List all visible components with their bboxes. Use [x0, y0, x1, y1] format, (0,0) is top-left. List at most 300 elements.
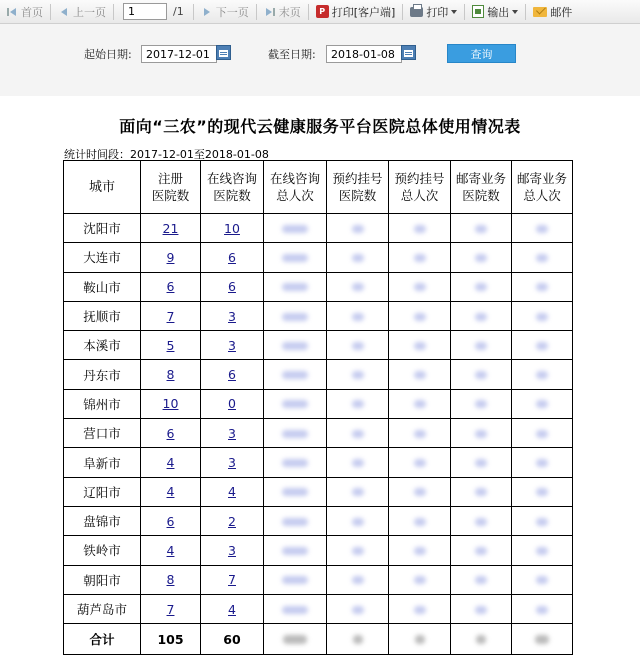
table-row	[64, 331, 573, 360]
export-icon	[472, 5, 484, 18]
city-cell: 朝阳市	[64, 565, 141, 594]
redacted-cell	[451, 536, 512, 565]
online-count-cell	[201, 594, 264, 623]
table-row	[64, 301, 573, 330]
redacted-cell	[327, 331, 389, 360]
registered-count-link[interactable]: 21	[162, 220, 179, 236]
column-header	[264, 161, 327, 214]
online-count-cell	[201, 301, 264, 330]
column-header-line: 注册	[157, 171, 183, 186]
redacted-value	[475, 518, 487, 526]
column-header-line: 总人次	[400, 188, 439, 203]
redacted-cell	[327, 594, 389, 623]
redacted-value	[475, 342, 487, 350]
redacted-value	[475, 547, 487, 555]
redacted-cell	[264, 214, 327, 243]
column-header-line: 预约挂号	[332, 171, 383, 186]
column-header-line: 邮寄业务	[516, 171, 567, 186]
registered-count-link[interactable]: 8	[166, 367, 175, 383]
redacted-value	[282, 518, 308, 526]
toolbar-divider	[464, 4, 465, 20]
table-row	[64, 243, 573, 272]
hospital-usage-table	[63, 160, 573, 655]
online-count-link[interactable]: 4	[228, 484, 236, 500]
online-count-link[interactable]: 0	[228, 396, 236, 412]
online-count-link[interactable]: 2	[228, 513, 236, 529]
online-count-link[interactable]: 6	[228, 367, 236, 383]
online-count-cell	[201, 389, 264, 418]
table-row	[64, 419, 573, 448]
registered-count-cell	[141, 272, 201, 301]
first-page-label: 首页	[21, 5, 43, 19]
registered-count-cell	[141, 360, 201, 389]
toolbar-divider	[193, 4, 194, 20]
redacted-value	[282, 225, 308, 233]
redacted-value	[352, 576, 364, 584]
redacted-value	[535, 635, 549, 644]
table-header-row	[64, 161, 573, 214]
registered-count-cell	[141, 448, 201, 477]
city-cell: 大连市	[64, 243, 141, 272]
redacted-cell	[264, 448, 327, 477]
redacted-cell	[451, 419, 512, 448]
next-page-button[interactable]	[197, 2, 253, 22]
redacted-cell	[512, 272, 573, 301]
redacted-cell	[264, 536, 327, 565]
redacted-value	[352, 342, 364, 350]
redacted-value	[536, 576, 548, 584]
redacted-cell	[451, 506, 512, 535]
redacted-value	[282, 342, 308, 350]
table-row	[64, 360, 573, 389]
redacted-cell	[327, 477, 389, 506]
redacted-value	[475, 459, 487, 467]
page-total: /1	[173, 5, 184, 18]
toolbar-divider	[402, 4, 403, 20]
redacted-value	[282, 283, 308, 291]
redacted-cell	[512, 301, 573, 330]
redacted-cell	[264, 506, 327, 535]
registered-count-link[interactable]: 6	[166, 279, 175, 295]
redacted-value	[352, 283, 364, 291]
column-header-line: 总人次	[276, 188, 314, 203]
printer-icon	[410, 7, 423, 17]
redacted-cell	[389, 419, 451, 448]
column-header	[64, 161, 141, 214]
city-cell: 辽阳市	[64, 477, 141, 506]
registered-count-link[interactable]: 4	[166, 455, 175, 471]
redacted-cell	[389, 331, 451, 360]
start-date-input[interactable]	[141, 45, 217, 63]
redacted-cell	[512, 536, 573, 565]
toolbar-divider	[256, 4, 257, 20]
toolbar-divider	[50, 4, 51, 20]
redacted-value	[282, 459, 308, 467]
redacted-cell	[327, 214, 389, 243]
redacted-value	[475, 576, 487, 584]
redacted-value	[414, 254, 426, 262]
redacted-value	[536, 313, 548, 321]
redacted-cell	[512, 448, 573, 477]
redacted-value	[536, 488, 548, 496]
registered-count-cell	[141, 331, 201, 360]
redacted-value	[536, 225, 548, 233]
redacted-cell	[264, 243, 327, 272]
redacted-cell	[451, 624, 512, 655]
redacted-cell	[451, 331, 512, 360]
redacted-cell	[512, 360, 573, 389]
column-header-line: 城市	[88, 179, 115, 195]
registered-count-link[interactable]: 6	[166, 425, 175, 441]
redacted-cell	[451, 243, 512, 272]
city-cell: 葫芦岛市	[64, 594, 141, 623]
redacted-cell	[327, 243, 389, 272]
redacted-value	[475, 283, 487, 291]
redacted-cell	[389, 477, 451, 506]
page-number-input[interactable]	[123, 3, 167, 20]
table-row	[64, 536, 573, 565]
redacted-value	[414, 400, 426, 408]
redacted-value	[475, 225, 487, 233]
registered-count-cell	[141, 389, 201, 418]
redacted-cell	[327, 448, 389, 477]
column-header-line: 在线咨询	[269, 171, 320, 186]
redacted-cell	[327, 389, 389, 418]
redacted-value	[536, 283, 548, 291]
redacted-cell	[389, 565, 451, 594]
table-row	[64, 389, 573, 418]
column-header-line: 总人次	[523, 188, 561, 203]
redacted-value	[414, 430, 426, 438]
query-button[interactable]: 查询	[447, 44, 516, 63]
online-count-cell	[201, 243, 264, 272]
redacted-cell	[264, 419, 327, 448]
redacted-cell	[264, 477, 327, 506]
last-page-button[interactable]	[260, 2, 305, 22]
column-header	[327, 161, 389, 214]
column-header-line: 在线咨询	[206, 171, 257, 186]
mail-icon	[533, 7, 547, 17]
toolbar-divider	[113, 4, 114, 20]
table-row	[64, 565, 573, 594]
registered-count-link[interactable]: 7	[166, 601, 175, 617]
start-date-label: 起始日期:	[84, 48, 132, 61]
first-page-button[interactable]	[2, 2, 47, 22]
redacted-value	[282, 606, 308, 614]
redacted-value	[536, 371, 548, 379]
redacted-value	[414, 225, 426, 233]
redacted-value	[415, 635, 425, 644]
total-row	[64, 624, 573, 655]
prev-page-button[interactable]	[54, 2, 110, 22]
city-cell: 阜新市	[64, 448, 141, 477]
online-count-cell	[201, 565, 264, 594]
calendar-icon[interactable]	[401, 45, 416, 60]
redacted-cell	[512, 389, 573, 418]
online-count-cell	[201, 214, 264, 243]
registered-count-link[interactable]: 8	[166, 572, 175, 588]
redacted-cell	[451, 565, 512, 594]
registered-count-cell	[141, 301, 201, 330]
redacted-cell	[451, 214, 512, 243]
city-cell: 本溪市	[64, 331, 141, 360]
column-header	[512, 161, 573, 214]
city-cell: 沈阳市	[64, 214, 141, 243]
table-row	[64, 506, 573, 535]
redacted-cell	[264, 331, 327, 360]
registered-count-link[interactable]: 7	[166, 308, 175, 324]
last-page-label: 末页	[278, 5, 301, 19]
redacted-value	[352, 371, 364, 379]
city-cell: 抚顺市	[64, 301, 141, 330]
redacted-cell	[451, 272, 512, 301]
column-header	[451, 161, 512, 214]
redacted-value	[536, 430, 548, 438]
redacted-cell	[389, 448, 451, 477]
redacted-value	[353, 635, 363, 644]
redacted-cell	[389, 214, 451, 243]
redacted-cell	[389, 360, 451, 389]
column-header	[389, 161, 451, 214]
redacted-cell	[512, 594, 573, 623]
redacted-value	[414, 547, 426, 555]
mail-button[interactable]	[529, 2, 576, 22]
first-page-icon	[6, 6, 18, 18]
redacted-cell	[451, 389, 512, 418]
redacted-cell	[389, 536, 451, 565]
toolbar-divider	[525, 4, 526, 20]
redacted-cell	[264, 360, 327, 389]
redacted-cell	[451, 360, 512, 389]
redacted-value	[352, 518, 364, 526]
city-cell: 丹东市	[64, 360, 141, 389]
redacted-cell	[451, 477, 512, 506]
total-online-cell: 60	[201, 624, 264, 655]
last-page-icon	[264, 6, 276, 18]
redacted-value	[352, 459, 364, 467]
redacted-cell	[512, 477, 573, 506]
prev-page-label: 上一页	[73, 5, 106, 19]
redacted-cell	[327, 565, 389, 594]
redacted-value	[352, 400, 364, 408]
calendar-icon[interactable]	[216, 45, 231, 60]
toolbar-divider	[308, 4, 309, 20]
online-count-cell	[201, 536, 264, 565]
redacted-value	[414, 283, 426, 291]
column-header-line: 医院数	[462, 188, 500, 203]
redacted-value	[414, 342, 426, 350]
redacted-value	[352, 254, 364, 262]
online-count-cell	[201, 272, 264, 301]
redacted-cell	[327, 272, 389, 301]
redacted-cell	[389, 272, 451, 301]
redacted-value	[352, 430, 364, 438]
redacted-cell	[389, 624, 451, 655]
report-title: 面向“三农”的现代云健康服务平台医院总体使用情况表	[119, 117, 521, 136]
redacted-value	[282, 430, 308, 438]
redacted-value	[282, 488, 308, 496]
redacted-value	[282, 400, 308, 408]
redacted-value	[476, 635, 486, 644]
column-header-line: 医院数	[213, 188, 251, 203]
redacted-cell	[451, 301, 512, 330]
redacted-cell	[512, 331, 573, 360]
next-page-icon	[201, 6, 213, 18]
redacted-value	[536, 518, 548, 526]
online-count-cell	[201, 331, 264, 360]
online-count-cell	[201, 506, 264, 535]
column-header-line: 邮寄业务	[455, 171, 506, 186]
redacted-value	[475, 488, 487, 496]
redacted-value	[283, 635, 307, 644]
online-count-link[interactable]: 7	[228, 572, 236, 588]
redacted-value	[475, 430, 487, 438]
redacted-value	[414, 371, 426, 379]
table-row	[64, 594, 573, 623]
redacted-cell	[389, 594, 451, 623]
registered-count-link[interactable]: 10	[162, 396, 179, 412]
redacted-value	[282, 371, 308, 379]
online-count-cell	[201, 419, 264, 448]
redacted-value	[475, 606, 487, 614]
online-count-link[interactable]: 3	[228, 455, 236, 471]
online-count-cell	[201, 360, 264, 389]
redacted-value	[475, 254, 487, 262]
redacted-value	[536, 254, 548, 262]
registered-count-link[interactable]: 4	[166, 542, 175, 558]
registered-count-link[interactable]: 5	[166, 337, 175, 353]
redacted-value	[414, 518, 426, 526]
export-label: 输出	[487, 5, 510, 19]
redacted-value	[352, 547, 364, 555]
registered-count-cell	[141, 536, 201, 565]
end-date-input[interactable]	[326, 45, 402, 63]
column-header	[141, 161, 201, 214]
table-row	[64, 214, 573, 243]
online-count-link[interactable]: 6	[228, 249, 236, 265]
registered-count-cell	[141, 243, 201, 272]
online-count-link[interactable]: 6	[228, 279, 236, 295]
pdf-icon: P	[316, 5, 329, 18]
redacted-cell	[512, 565, 573, 594]
redacted-cell	[327, 301, 389, 330]
column-header	[201, 161, 264, 214]
online-count-link[interactable]: 3	[228, 542, 236, 558]
table-row	[64, 477, 573, 506]
redacted-value	[475, 371, 487, 379]
redacted-value	[352, 313, 364, 321]
redacted-cell	[264, 301, 327, 330]
online-count-link[interactable]: 3	[228, 425, 236, 441]
redacted-cell	[389, 301, 451, 330]
redacted-cell	[512, 419, 573, 448]
total-registered-cell: 105	[141, 624, 201, 655]
report-period: 统计时间段：2017-12-01至2018-01-08	[64, 148, 269, 161]
chevron-down-icon	[451, 10, 457, 14]
redacted-value	[414, 313, 426, 321]
registered-count-cell	[141, 594, 201, 623]
redacted-cell	[512, 506, 573, 535]
registered-count-link[interactable]: 9	[166, 249, 175, 265]
column-header-line: 预约挂号	[394, 171, 445, 186]
redacted-cell	[327, 506, 389, 535]
column-header-line: 医院数	[151, 188, 190, 203]
redacted-cell	[327, 360, 389, 389]
redacted-value	[536, 459, 548, 467]
total-label-cell: 合计	[64, 624, 141, 655]
redacted-cell	[389, 243, 451, 272]
report-toolbar	[0, 0, 640, 24]
redacted-cell	[389, 506, 451, 535]
redacted-value	[536, 342, 548, 350]
registered-count-link[interactable]: 4	[166, 484, 175, 500]
registered-count-cell	[141, 214, 201, 243]
registered-count-cell	[141, 477, 201, 506]
prev-page-icon	[58, 6, 70, 18]
redacted-value	[536, 400, 548, 408]
registered-count-cell	[141, 419, 201, 448]
redacted-cell	[264, 272, 327, 301]
redacted-cell	[389, 389, 451, 418]
table-row	[64, 272, 573, 301]
redacted-value	[352, 488, 364, 496]
redacted-cell	[264, 624, 327, 655]
redacted-cell	[327, 624, 389, 655]
online-count-link[interactable]: 10	[224, 220, 240, 236]
online-count-link[interactable]: 3	[228, 308, 236, 324]
online-count-link[interactable]: 3	[228, 337, 236, 353]
print-client-label: 打印[客户端]	[331, 5, 396, 19]
registered-count-cell	[141, 565, 201, 594]
redacted-cell	[451, 448, 512, 477]
redacted-value	[282, 576, 308, 584]
online-count-link[interactable]: 4	[228, 601, 236, 617]
redacted-value	[536, 547, 548, 555]
redacted-value	[352, 606, 364, 614]
redacted-value	[414, 606, 426, 614]
redacted-cell	[327, 419, 389, 448]
redacted-value	[352, 225, 364, 233]
registered-count-link[interactable]: 6	[166, 513, 175, 529]
end-date-label: 截至日期:	[268, 48, 316, 61]
city-cell: 营口市	[64, 419, 141, 448]
export-button[interactable]	[468, 2, 522, 22]
redacted-value	[414, 576, 426, 584]
registered-count-cell	[141, 506, 201, 535]
city-cell: 铁岭市	[64, 536, 141, 565]
redacted-cell	[327, 536, 389, 565]
redacted-value	[536, 606, 548, 614]
redacted-value	[475, 313, 487, 321]
redacted-cell	[451, 594, 512, 623]
print-client-button[interactable]	[312, 2, 400, 22]
online-count-cell	[201, 448, 264, 477]
print-button[interactable]	[406, 2, 461, 22]
redacted-value	[414, 488, 426, 496]
column-header-line: 医院数	[338, 188, 377, 203]
redacted-cell	[512, 624, 573, 655]
city-cell: 盘锦市	[64, 506, 141, 535]
redacted-cell	[512, 243, 573, 272]
redacted-value	[475, 400, 487, 408]
redacted-value	[282, 313, 308, 321]
redacted-value	[282, 547, 308, 555]
table-row	[64, 448, 573, 477]
redacted-value	[414, 459, 426, 467]
redacted-cell	[512, 214, 573, 243]
next-page-label: 下一页	[215, 5, 249, 19]
print-label: 打印	[426, 5, 449, 19]
